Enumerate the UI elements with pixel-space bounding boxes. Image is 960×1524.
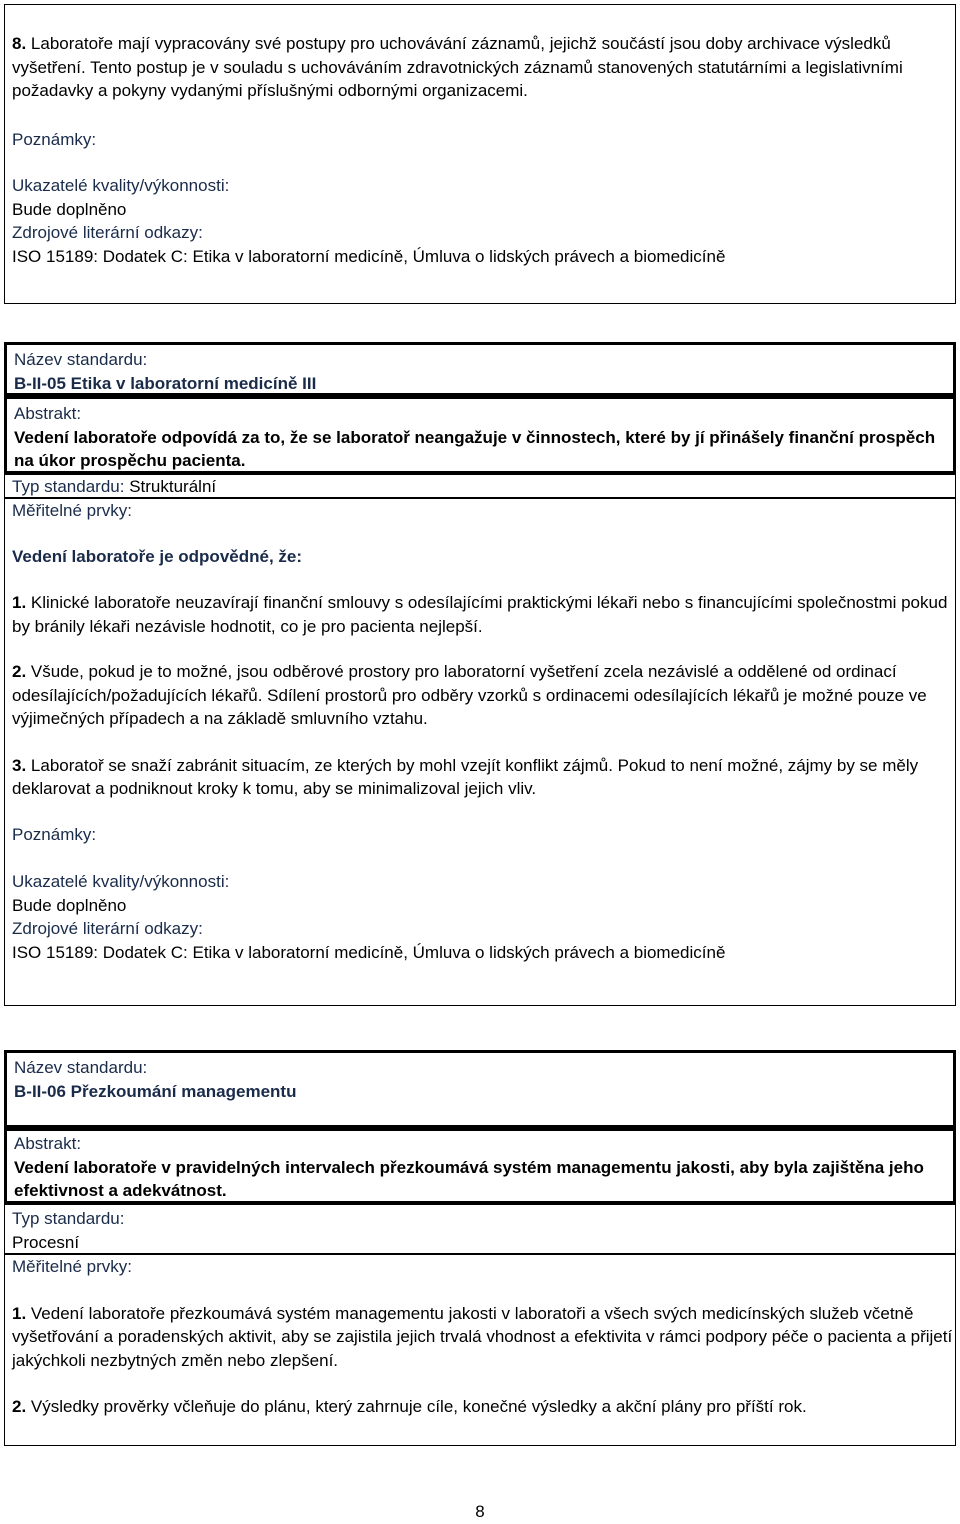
element-text: Klinické laboratoře neuzavírají finanční smlouvy s odesílajícími praktickými lékaři nebo s financujícími společnostmi pokud by bránily lékaři nezávisle hodnotit, co je pro pacienta nejlepší.: [12, 593, 948, 636]
refs-value: ISO 15189: Dodatek C: Etika v laboratorní medicíně, Úmluva o lidských právech a biomedicíně: [12, 246, 726, 266]
page-number: 8: [475, 1502, 485, 1521]
notes-label: Poznámky:: [12, 824, 97, 844]
type-value: Strukturální: [124, 477, 217, 496]
element-1: [12, 1302, 955, 1373]
type-box: [4, 1204, 956, 1254]
lead-text: Vedení laboratoře je odpovědné, že:: [12, 546, 303, 566]
element-number: 2.: [12, 662, 27, 681]
name-label: Název standardu:: [14, 1058, 148, 1077]
type-value: Procesní: [12, 1232, 80, 1252]
element-1: [12, 591, 955, 638]
element-number: 3.: [12, 755, 27, 775]
abstract-box: [4, 1128, 956, 1204]
measurable-box: [4, 498, 956, 1006]
refs-label: Zdrojové literární odkazy:: [12, 919, 203, 938]
abstract-value: Vedení laboratoře v pravidelných intervalech přezkoumává systém managementu jakosti, aby byla zajištěna jeho efektivnost a adekvátnost.: [14, 1157, 924, 1200]
measurable-box: [4, 1254, 956, 1446]
item-8: [12, 32, 955, 103]
element-text: Vedení laboratoře přezkoumává systém managementu jakosti v laboratoři a všech svých medicínských služeb včetně vyšetřování a poradenských aktivit, aby se zajistila jejich trvalá vhodnost a efektivita v rámci podpory péče o pacienta a přijetí jakýchkoli nezbytných změn nebo zlepšení.: [12, 1303, 953, 1370]
refs-label: Zdrojové literární odkazy:: [12, 223, 203, 242]
element-2: [12, 660, 955, 731]
measurable-label: Měřitelné prvky:: [12, 1257, 132, 1276]
kpi-value: Bude doplněno: [12, 199, 127, 219]
refs-value: ISO 15189: Dodatek C: Etika v laboratorní medicíně, Úmluva o lidských právech a biomedicíně: [12, 942, 726, 962]
abstract-value: Vedení laboratoře odpovídá za to, že se laboratoř neangažuje v činnostech, které by jí přinášely finanční prospěch na úkor prospěchu pacienta.: [14, 427, 936, 470]
abstract-label: Abstrakt:: [14, 1134, 82, 1153]
notes-label: Poznámky:: [12, 129, 97, 149]
section-continuation: [4, 4, 956, 304]
name-label: Název standardu:: [14, 350, 148, 369]
type-label: Typ standardu:: [12, 1209, 125, 1228]
standard-name-box: [4, 342, 956, 396]
abstract-box: [4, 396, 956, 474]
name-value: B-II-06 Přezkoumání managementu: [14, 1081, 297, 1101]
standard-name-box: [4, 1050, 956, 1128]
element-2: [12, 1395, 955, 1419]
item-number: 8.: [12, 34, 27, 53]
element-text: Laboratoř se snaží zabránit situacím, ze kterých by mohl vzejít konflikt zájmů. Pokud to není možné, zájmy by se měly deklarovat a podniknout kroky k tomu, aby se minimalizoval jejich vliv.: [12, 755, 919, 798]
kpi-label: Ukazatelé kvality/výkonnosti:: [12, 872, 230, 891]
element-number: 1.: [12, 593, 27, 612]
measurable-label: Měřitelné prvky:: [12, 501, 132, 520]
element-number: 1.: [12, 1303, 27, 1323]
element-3: [12, 754, 955, 801]
kpi-value: Bude doplněno: [12, 895, 127, 915]
element-text: Výsledky prověrky včleňuje do plánu, který zahrnuje cíle, konečné výsledky a akční plány pro příští rok.: [26, 1397, 807, 1416]
name-value: B-II-05 Etika v laboratorní medicíně III: [14, 373, 317, 393]
type-box: [4, 474, 956, 498]
item-text: Laboratoře mají vypracovány své postupy pro uchovávání záznamů, jejichž součástí jsou doby archivace výsledků vyšetření. Tento postup je v souladu s uchováváním zdravotnických záznamů stanovených statutárními a legislativními požadavky a pokyny vydanými příslušnými odbornými organizacemi.: [12, 34, 903, 100]
element-number: 2.: [12, 1397, 27, 1416]
abstract-label: Abstrakt:: [14, 404, 82, 423]
element-text: Všude, pokud je to možné, jsou odběrové prostory pro laboratorní vyšetření zcela nezávislé a oddělené od ordinací odesílajících/požadujících lékařů. Sdílení prostorů pro odběry vzorků s ordinacemi odesílajících lékařů je možné pouze ve výjimečných případech a na základě smluvního vztahu.: [12, 662, 927, 728]
type-label: Typ standardu:: [12, 477, 125, 496]
kpi-label: Ukazatelé kvality/výkonnosti:: [12, 176, 230, 195]
